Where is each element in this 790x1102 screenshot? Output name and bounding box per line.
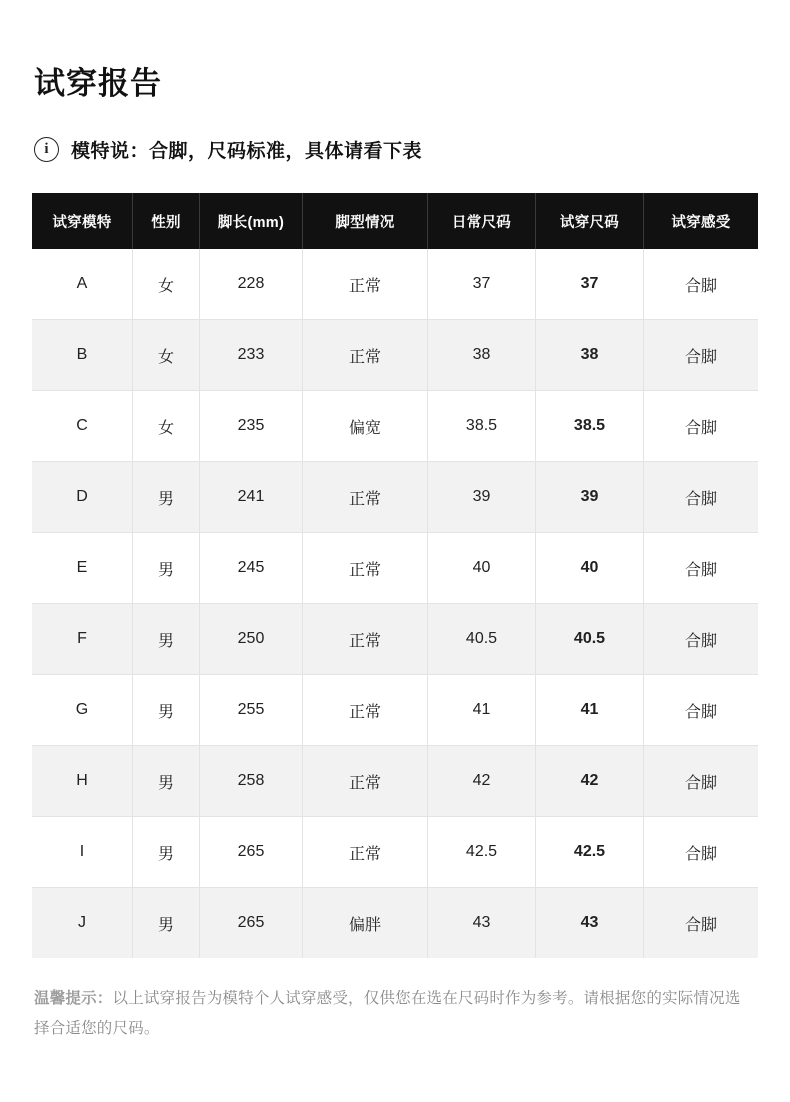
cell-gender: 男: [133, 817, 200, 888]
cell-foot-length: 250: [200, 604, 303, 675]
table-row: [32, 604, 758, 675]
cell-model: H: [32, 746, 133, 817]
cell-try-size: 38: [536, 320, 644, 391]
cell-gender: 男: [133, 533, 200, 604]
cell-foot-shape: 正常: [303, 817, 428, 888]
table-row: [32, 462, 758, 533]
cell-foot-length: 245: [200, 533, 303, 604]
cell-foot-length: 241: [200, 462, 303, 533]
info-icon: i: [34, 137, 59, 162]
table-row: [32, 817, 758, 888]
cell-gender: 男: [133, 746, 200, 817]
footer-tip: [34, 984, 756, 1044]
cell-daily-size: 37: [428, 249, 536, 320]
model-note: [34, 136, 758, 163]
table-header-row: [32, 193, 758, 249]
cell-foot-length: 233: [200, 320, 303, 391]
cell-model: C: [32, 391, 133, 462]
cell-foot-shape: 偏胖: [303, 888, 428, 959]
cell-model: G: [32, 675, 133, 746]
cell-daily-size: 42: [428, 746, 536, 817]
cell-feeling: 合脚: [644, 320, 759, 391]
cell-feeling: 合脚: [644, 675, 759, 746]
footer-tip-label: 温馨提示：: [34, 990, 113, 1007]
cell-feeling: 合脚: [644, 391, 759, 462]
column-header-gender: 性别: [133, 193, 200, 249]
cell-foot-length: 265: [200, 888, 303, 959]
cell-gender: 男: [133, 888, 200, 959]
cell-try-size: 39: [536, 462, 644, 533]
cell-foot-shape: 正常: [303, 533, 428, 604]
cell-model: I: [32, 817, 133, 888]
cell-feeling: 合脚: [644, 462, 759, 533]
cell-daily-size: 43: [428, 888, 536, 959]
report-table-wrap: [32, 193, 758, 958]
table-row: [32, 675, 758, 746]
table-row: [32, 391, 758, 462]
cell-foot-length: 265: [200, 817, 303, 888]
cell-foot-shape: 正常: [303, 462, 428, 533]
model-note-text: 模特说：合脚，尺码标准，具体请看下表: [71, 141, 423, 162]
cell-gender: 女: [133, 249, 200, 320]
table-row: [32, 320, 758, 391]
cell-foot-shape: 正常: [303, 746, 428, 817]
column-header-model: 试穿模特: [32, 193, 133, 249]
cell-daily-size: 38: [428, 320, 536, 391]
cell-foot-length: 235: [200, 391, 303, 462]
page-title: 试穿报告: [34, 66, 162, 101]
cell-gender: 男: [133, 462, 200, 533]
cell-model: B: [32, 320, 133, 391]
cell-foot-length: 258: [200, 746, 303, 817]
cell-try-size: 40: [536, 533, 644, 604]
cell-daily-size: 40: [428, 533, 536, 604]
cell-feeling: 合脚: [644, 888, 759, 959]
table-row: [32, 533, 758, 604]
cell-try-size: 37: [536, 249, 644, 320]
cell-daily-size: 40.5: [428, 604, 536, 675]
table-row: [32, 888, 758, 959]
cell-foot-shape: 偏宽: [303, 391, 428, 462]
cell-foot-shape: 正常: [303, 249, 428, 320]
table-body: [32, 249, 758, 958]
cell-foot-shape: 正常: [303, 604, 428, 675]
column-header-try-size: 试穿尺码: [536, 193, 644, 249]
table-header: [32, 193, 758, 249]
cell-daily-size: 42.5: [428, 817, 536, 888]
table-row: [32, 249, 758, 320]
cell-model: F: [32, 604, 133, 675]
cell-foot-shape: 正常: [303, 675, 428, 746]
cell-model: A: [32, 249, 133, 320]
cell-feeling: 合脚: [644, 817, 759, 888]
cell-gender: 女: [133, 320, 200, 391]
cell-feeling: 合脚: [644, 249, 759, 320]
cell-gender: 女: [133, 391, 200, 462]
cell-try-size: 42.5: [536, 817, 644, 888]
cell-gender: 男: [133, 675, 200, 746]
column-header-foot-length: 脚长(mm): [200, 193, 303, 249]
cell-daily-size: 41: [428, 675, 536, 746]
cell-foot-length: 228: [200, 249, 303, 320]
cell-gender: 男: [133, 604, 200, 675]
try-on-report-table: [32, 193, 758, 958]
cell-try-size: 42: [536, 746, 644, 817]
cell-daily-size: 38.5: [428, 391, 536, 462]
column-header-foot-shape: 脚型情况: [303, 193, 428, 249]
column-header-daily-size: 日常尺码: [428, 193, 536, 249]
cell-try-size: 38.5: [536, 391, 644, 462]
cell-model: J: [32, 888, 133, 959]
table-row: [32, 746, 758, 817]
cell-foot-shape: 正常: [303, 320, 428, 391]
footer-tip-text: 以上试穿报告为模特个人试穿感受，仅供您在选在尺码时作为参考。请根据您的实际情况选择合适您的尺码。: [34, 990, 741, 1037]
cell-try-size: 41: [536, 675, 644, 746]
cell-foot-length: 255: [200, 675, 303, 746]
cell-try-size: 40.5: [536, 604, 644, 675]
cell-feeling: 合脚: [644, 746, 759, 817]
cell-feeling: 合脚: [644, 604, 759, 675]
column-header-feeling: 试穿感受: [644, 193, 759, 249]
cell-try-size: 43: [536, 888, 644, 959]
cell-feeling: 合脚: [644, 533, 759, 604]
cell-daily-size: 39: [428, 462, 536, 533]
cell-model: D: [32, 462, 133, 533]
cell-model: E: [32, 533, 133, 604]
